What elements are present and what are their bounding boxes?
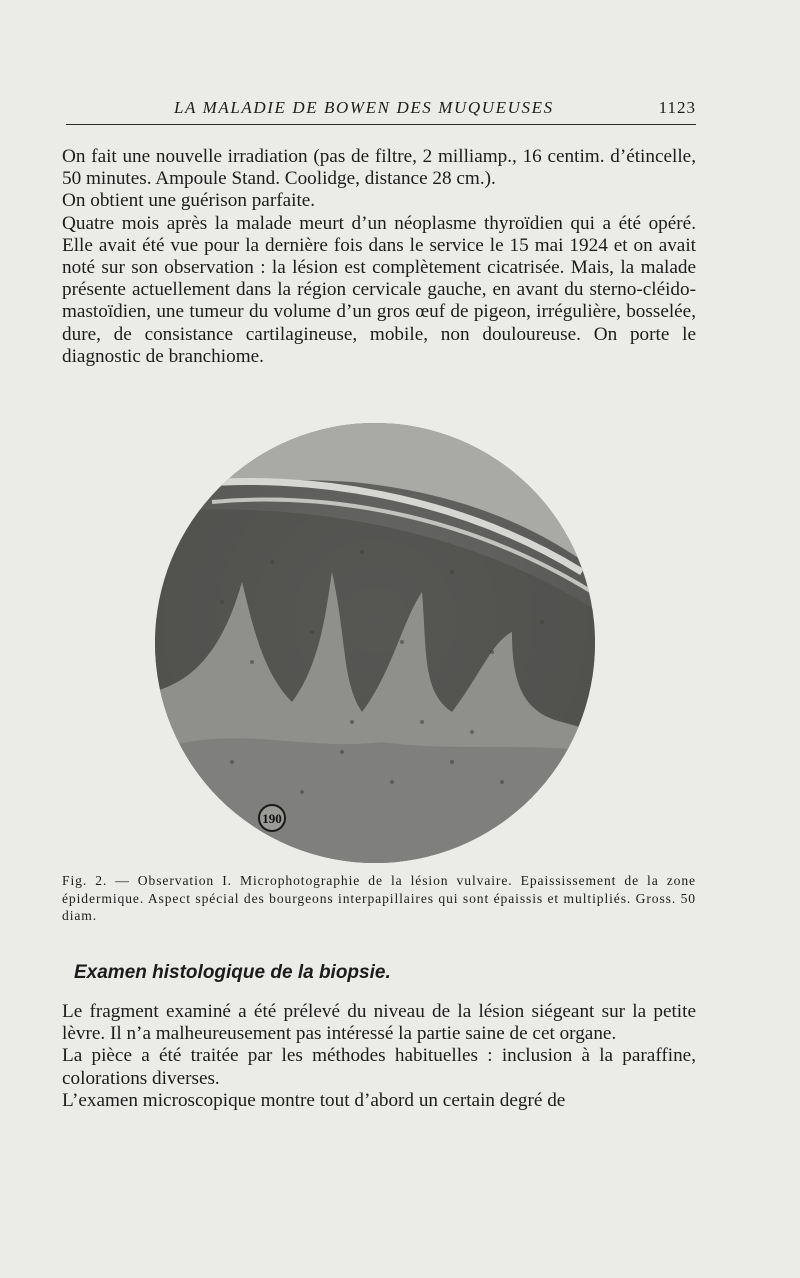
paragraph: L’examen microscopique montre tout d’abord un certain degré de [62,1089,566,1111]
running-header [66,96,696,125]
section-heading: Examen histologique de la biopsie. [74,962,391,983]
figure-stamp [259,805,285,831]
paragraph: On fait une nouvelle irradiation (pas de filtre, 2 milliamp., 16 centim. d’étincelle, 50 minutes. Ampoule Stand. Coolidge, distance 28 cm.). [62,146,696,190]
running-title: LA MALADIE DE BOWEN DES MUQUEUSES [174,98,554,117]
paragraph: La pièce a été traitée par les méthodes habituelles : inclusion à la paraffine, colorations diverses. [62,1045,696,1089]
page-number: 1123 [658,98,696,117]
body-text-top [62,146,696,368]
stamp-label: 190 [262,811,282,826]
paragraph: On obtient une guérison parfaite. [62,190,316,212]
paragraph: Quatre mois après la malade meurt d’un néoplasme thyroïdien qui a été opéré. Elle avait été vue pour la dernière fois dans le service le 15 mai 1924 et on avait noté sur son observation : la lésion est complètement cicatrisée. Mais, la malade présente actuellement dans la région cervicale gauche, en avant du sterno-cléido-mastoïdien, une tumeur du volume d’un gros œuf de pigeon, irrégulière, bosselée, dure, de consistance cartilagineuse, mobile, non douloureuse. On porte le diagnostic de branchiome. [62,212,696,367]
figure-caption: Fig. 2. — Observation I. Microphotographie de la lésion vulvaire. Epaississement de la zone épidermique. Aspect spécial des bourgeons interpapillaires qui sont épaissis et multipliés. Gross. 50 diam. [62,873,696,923]
micrograph-image [152,422,598,864]
paragraph: Le fragment examiné a été prélevé du niveau de la lésion siégeant sur la petite lèvre. Il n’a malheureusement pas intéressé la partie saine de cet organe. [62,1001,696,1045]
micrograph-figure [152,422,598,864]
body-text-bottom [62,1001,696,1112]
